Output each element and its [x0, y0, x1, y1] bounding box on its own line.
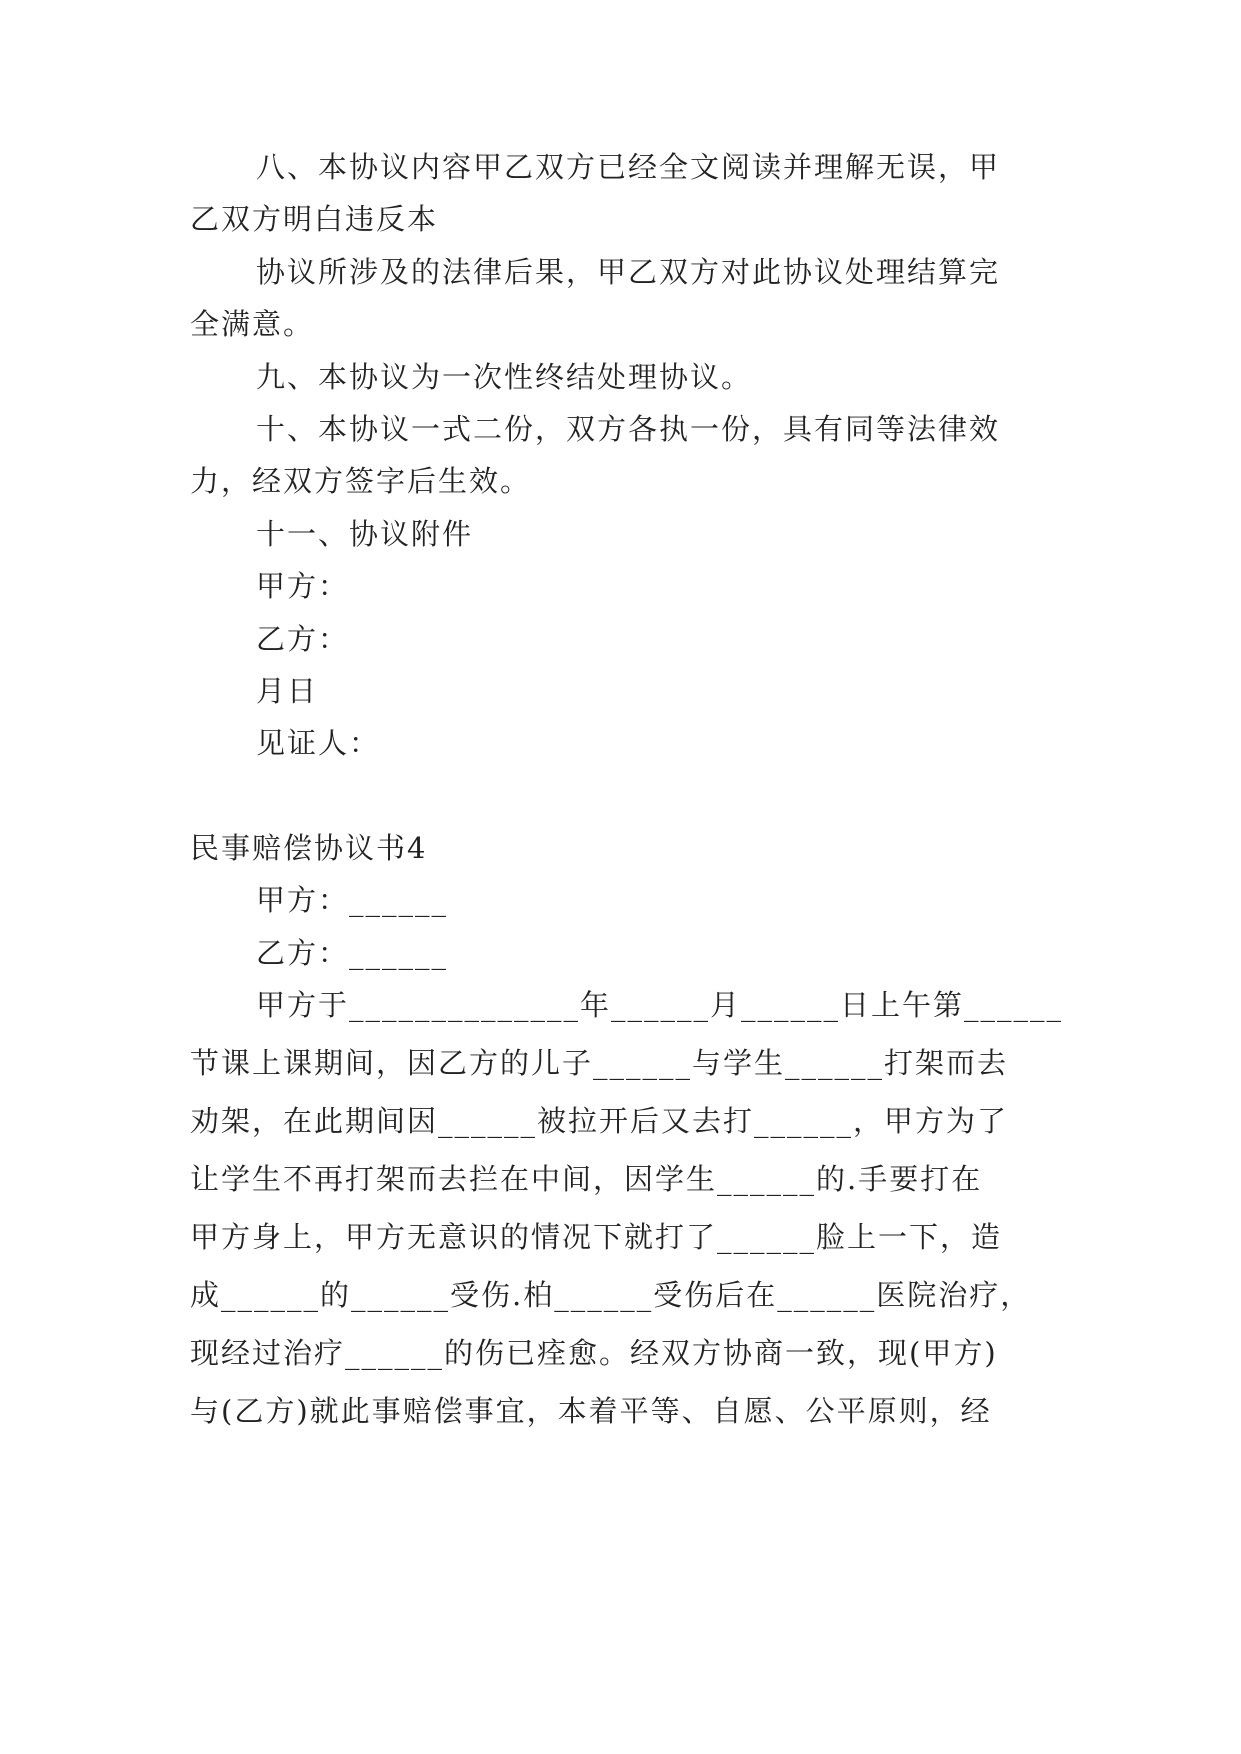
body-line: 与(乙方)就此事赔偿事宜，本着平等、自愿、公平原则，经: [190, 1394, 992, 1428]
clause-9: 九、本协议为一次性终结处理协议。: [256, 360, 753, 394]
clause-10-line-1: 十、本协议一式二份，双方各执一份，具有同等法律效: [256, 412, 1001, 446]
clause-10-line-2: 力，经双方签字后生效。: [190, 464, 532, 498]
section-4-title: 民事赔偿协议书4: [190, 831, 428, 865]
date-signature: 月日: [256, 674, 319, 708]
section-4-party-a: 甲方：______: [256, 883, 449, 917]
clause-8-line-1: 八、本协议内容甲乙双方已经全文阅读并理解无误，甲: [256, 150, 1001, 184]
clause-8-continued-line-1: 协议所涉及的法律后果，甲乙双方对此协议处理结算完: [256, 255, 1001, 289]
body-line: 现经过治疗______的伤已痊愈。经双方协商一致，现(甲方): [190, 1336, 998, 1370]
clause-8-continued-line-2: 全满意。: [190, 307, 315, 341]
body-line: 甲方于______________年______月______日上午第______: [256, 988, 1064, 1022]
body-line: 甲方身上，甲方无意识的情况下就打了______脸上一下，造: [190, 1220, 1003, 1254]
section-4-body: [190, 976, 1064, 1440]
body-line: 节课上课期间，因乙方的儿子______与学生______打架而去: [190, 1046, 1009, 1080]
body-line: 让学生不再打架而去拦在中间，因学生______的.手要打在: [190, 1162, 983, 1196]
witness-signature: 见证人：: [256, 726, 381, 760]
body-line: 劝架，在此期间因______被拉开后又去打______，甲方为了: [190, 1104, 1009, 1138]
clause-8-line-2: 乙双方明白违反本: [190, 202, 439, 236]
body-line: 成______的______受伤.柏______受伤后在______医院治疗，: [190, 1278, 1032, 1312]
party-b-signature: 乙方：: [256, 622, 350, 656]
section-4-party-b: 乙方：______: [256, 936, 449, 970]
clause-11: 十一、协议附件: [256, 517, 474, 551]
party-a-signature: 甲方：: [256, 569, 350, 603]
